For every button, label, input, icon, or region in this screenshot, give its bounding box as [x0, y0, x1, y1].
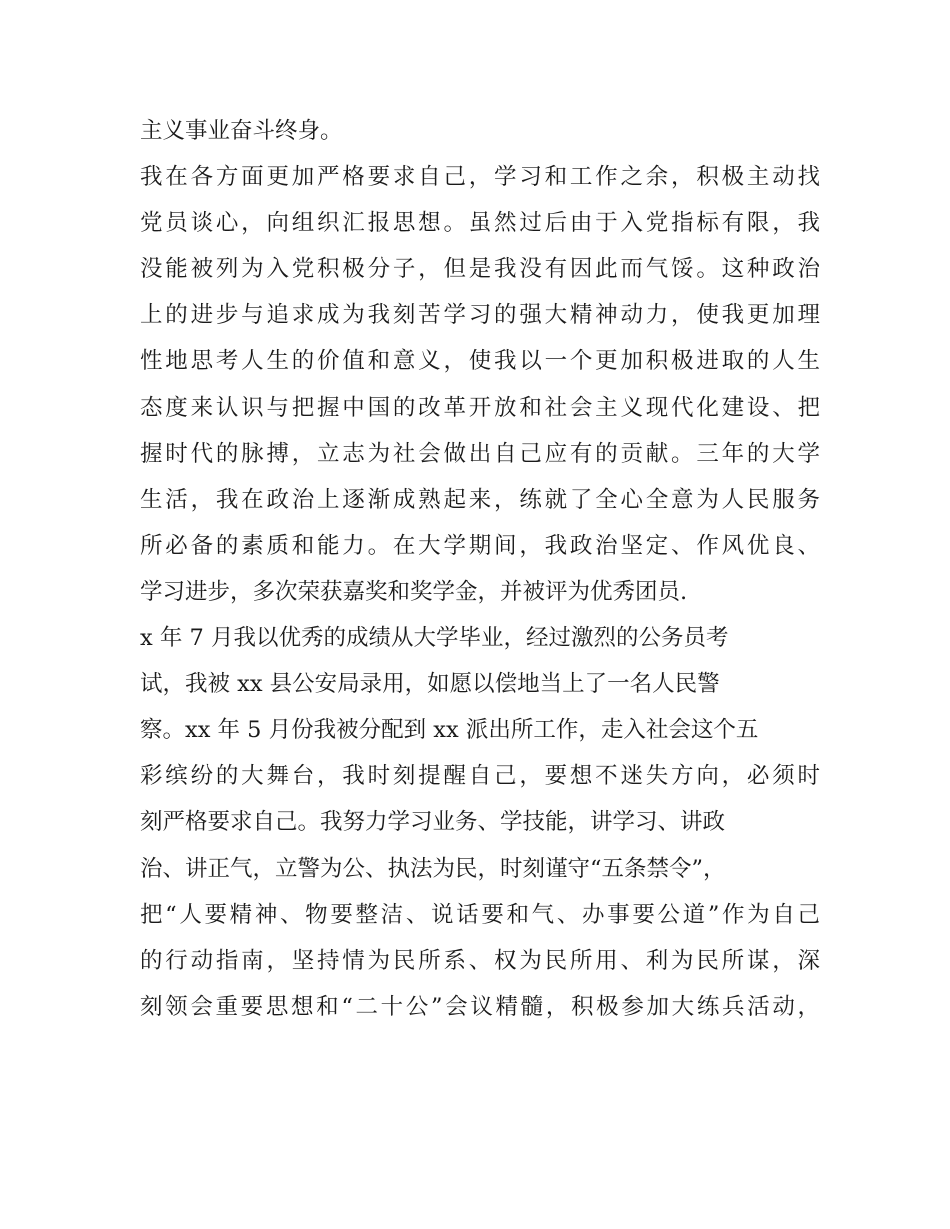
text-line: 上的进步与追求成为我刻苦学习的强大精神动力，使我更加理 — [140, 302, 820, 329]
text-line: x 年 7 月我以优秀的成绩从大学毕业，经过激烈的公务员考 — [140, 625, 729, 652]
text-line: 主义事业奋斗终身。 — [140, 118, 343, 144]
text-line: 党员谈心，向组织汇报思想。虽然过后由于入党指标有限，我 — [140, 210, 820, 237]
text-line: 的行动指南，坚持情为民所系、权为民所用、利为民所谋，深 — [140, 947, 820, 974]
text-line: 性地思考人生的价值和意义，使我以一个更加积极进取的人生 — [140, 348, 820, 375]
text-line: 刻领会重要思想和“二十公”会议精髓，积极参加大练兵活动， — [140, 993, 820, 1020]
text-line: 学习进步，多次荣获嘉奖和奖学金，并被评为优秀团员. — [140, 578, 688, 605]
text-line: 生活，我在政治上逐渐成熟起来，练就了全心全意为人民服务 — [140, 486, 820, 513]
text-line: 没能被列为入党积极分子，但是我没有因此而气馁。这种政治 — [140, 256, 820, 283]
text-line: 察。xx 年 5 月份我被分配到 xx 派出所工作，走入社会这个五 — [140, 717, 759, 744]
text-line: 态度来认识与把握中国的改革开放和社会主义现代化建设、把 — [140, 394, 820, 421]
text-line: 把“人要精神、物要整洁、说话要和气、办事要公道”作为自己 — [140, 901, 820, 928]
body-text — [140, 108, 820, 1030]
text-line: 彩缤纷的大舞台，我时刻提醒自己，要想不迷失方向，必须时 — [140, 763, 820, 790]
text-line: 治、讲正气，立警为公、执法为民，时刻谨守“五条禁令”， — [140, 855, 726, 882]
text-line: 握时代的脉搏，立志为社会做出自己应有的贡献。三年的大学 — [140, 440, 820, 467]
text-line: 试，我被 xx 县公安局录用，如愿以偿地当上了一名人民警 — [140, 671, 720, 698]
text-line: 所必备的素质和能力。在大学期间，我政治坚定、作风优良、 — [140, 532, 820, 559]
text-line: 我在各方面更加严格要求自己，学习和工作之余，积极主动找 — [140, 164, 820, 191]
text-line: 刻严格要求自己。我努力学习业务、学技能，讲学习、讲政 — [140, 809, 726, 836]
